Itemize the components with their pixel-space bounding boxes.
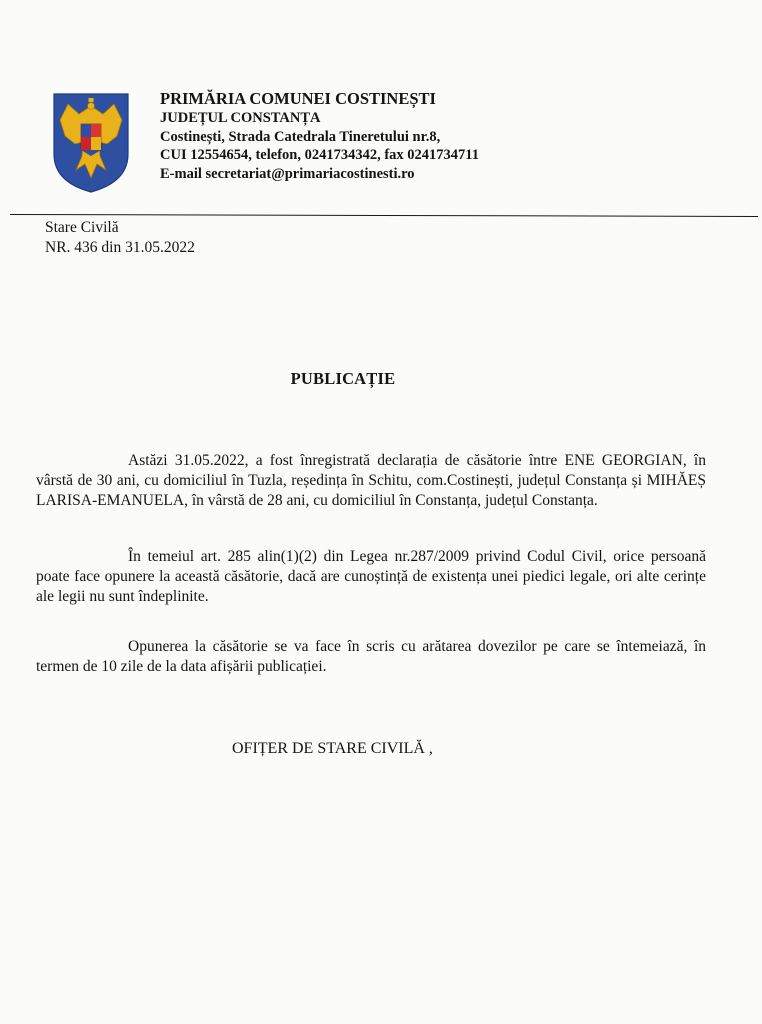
address-line: Costinești, Strada Catedrala Tineretului nr.8, xyxy=(160,128,441,145)
document-title xyxy=(0,369,762,389)
paragraph-text: În temeiul art. 285 alin(1)(2) din Legea nr.287/2009 privind Codul Civil, orice persoană poate face opunere la această căsătorie, dacă are cunoștință de existența unei piedici legale, ori alte cerințe ale legii nu sunt îndeplinite. xyxy=(36,548,706,605)
contact-line: CUI 12554654, telefon, 0241734342, fax 0241734711 xyxy=(160,147,479,163)
paragraph-text: Astăzi 31.05.2022, a fost înregistrată declarația de căsătorie între ENE GEORGIAN, în vârstă de 30 ani, cu domiciliul în Tuzla, reședința în Schitu, com.Costinești, județul Constanța și MIHĂEȘ LARISA-EMANUELA, în vârstă de 28 ani, cu domiciliul în Constanța, județul Constanța. xyxy=(36,452,706,509)
letterhead xyxy=(160,88,479,183)
header-divider xyxy=(10,214,758,217)
department-label: Stare Civilă xyxy=(45,219,119,236)
paragraph-text: Opunerea la căsătorie se va face în scris cu arătarea dovezilor pe care se întemeiază, în termen de 10 zile de la data afișării publicației. xyxy=(36,638,706,675)
registration-number: NR. 436 din 31.05.2022 xyxy=(45,239,195,256)
paragraph-legal-basis xyxy=(36,547,706,607)
email-line: E-mail secretariat@primariacostinesti.ro xyxy=(160,165,415,182)
institution-name: PRIMĂRIA COMUNEI COSTINEȘTI xyxy=(160,89,436,108)
signature-title: OFIȚER DE STARE CIVILĂ , xyxy=(232,740,433,757)
county-name: JUDEȚUL CONSTANȚA xyxy=(160,110,321,126)
coat-of-arms-icon xyxy=(52,92,130,194)
paragraph-opposition xyxy=(36,637,706,677)
document-title-text: PUBLICAȚIE xyxy=(290,369,396,388)
paragraph-declaration xyxy=(36,451,706,511)
